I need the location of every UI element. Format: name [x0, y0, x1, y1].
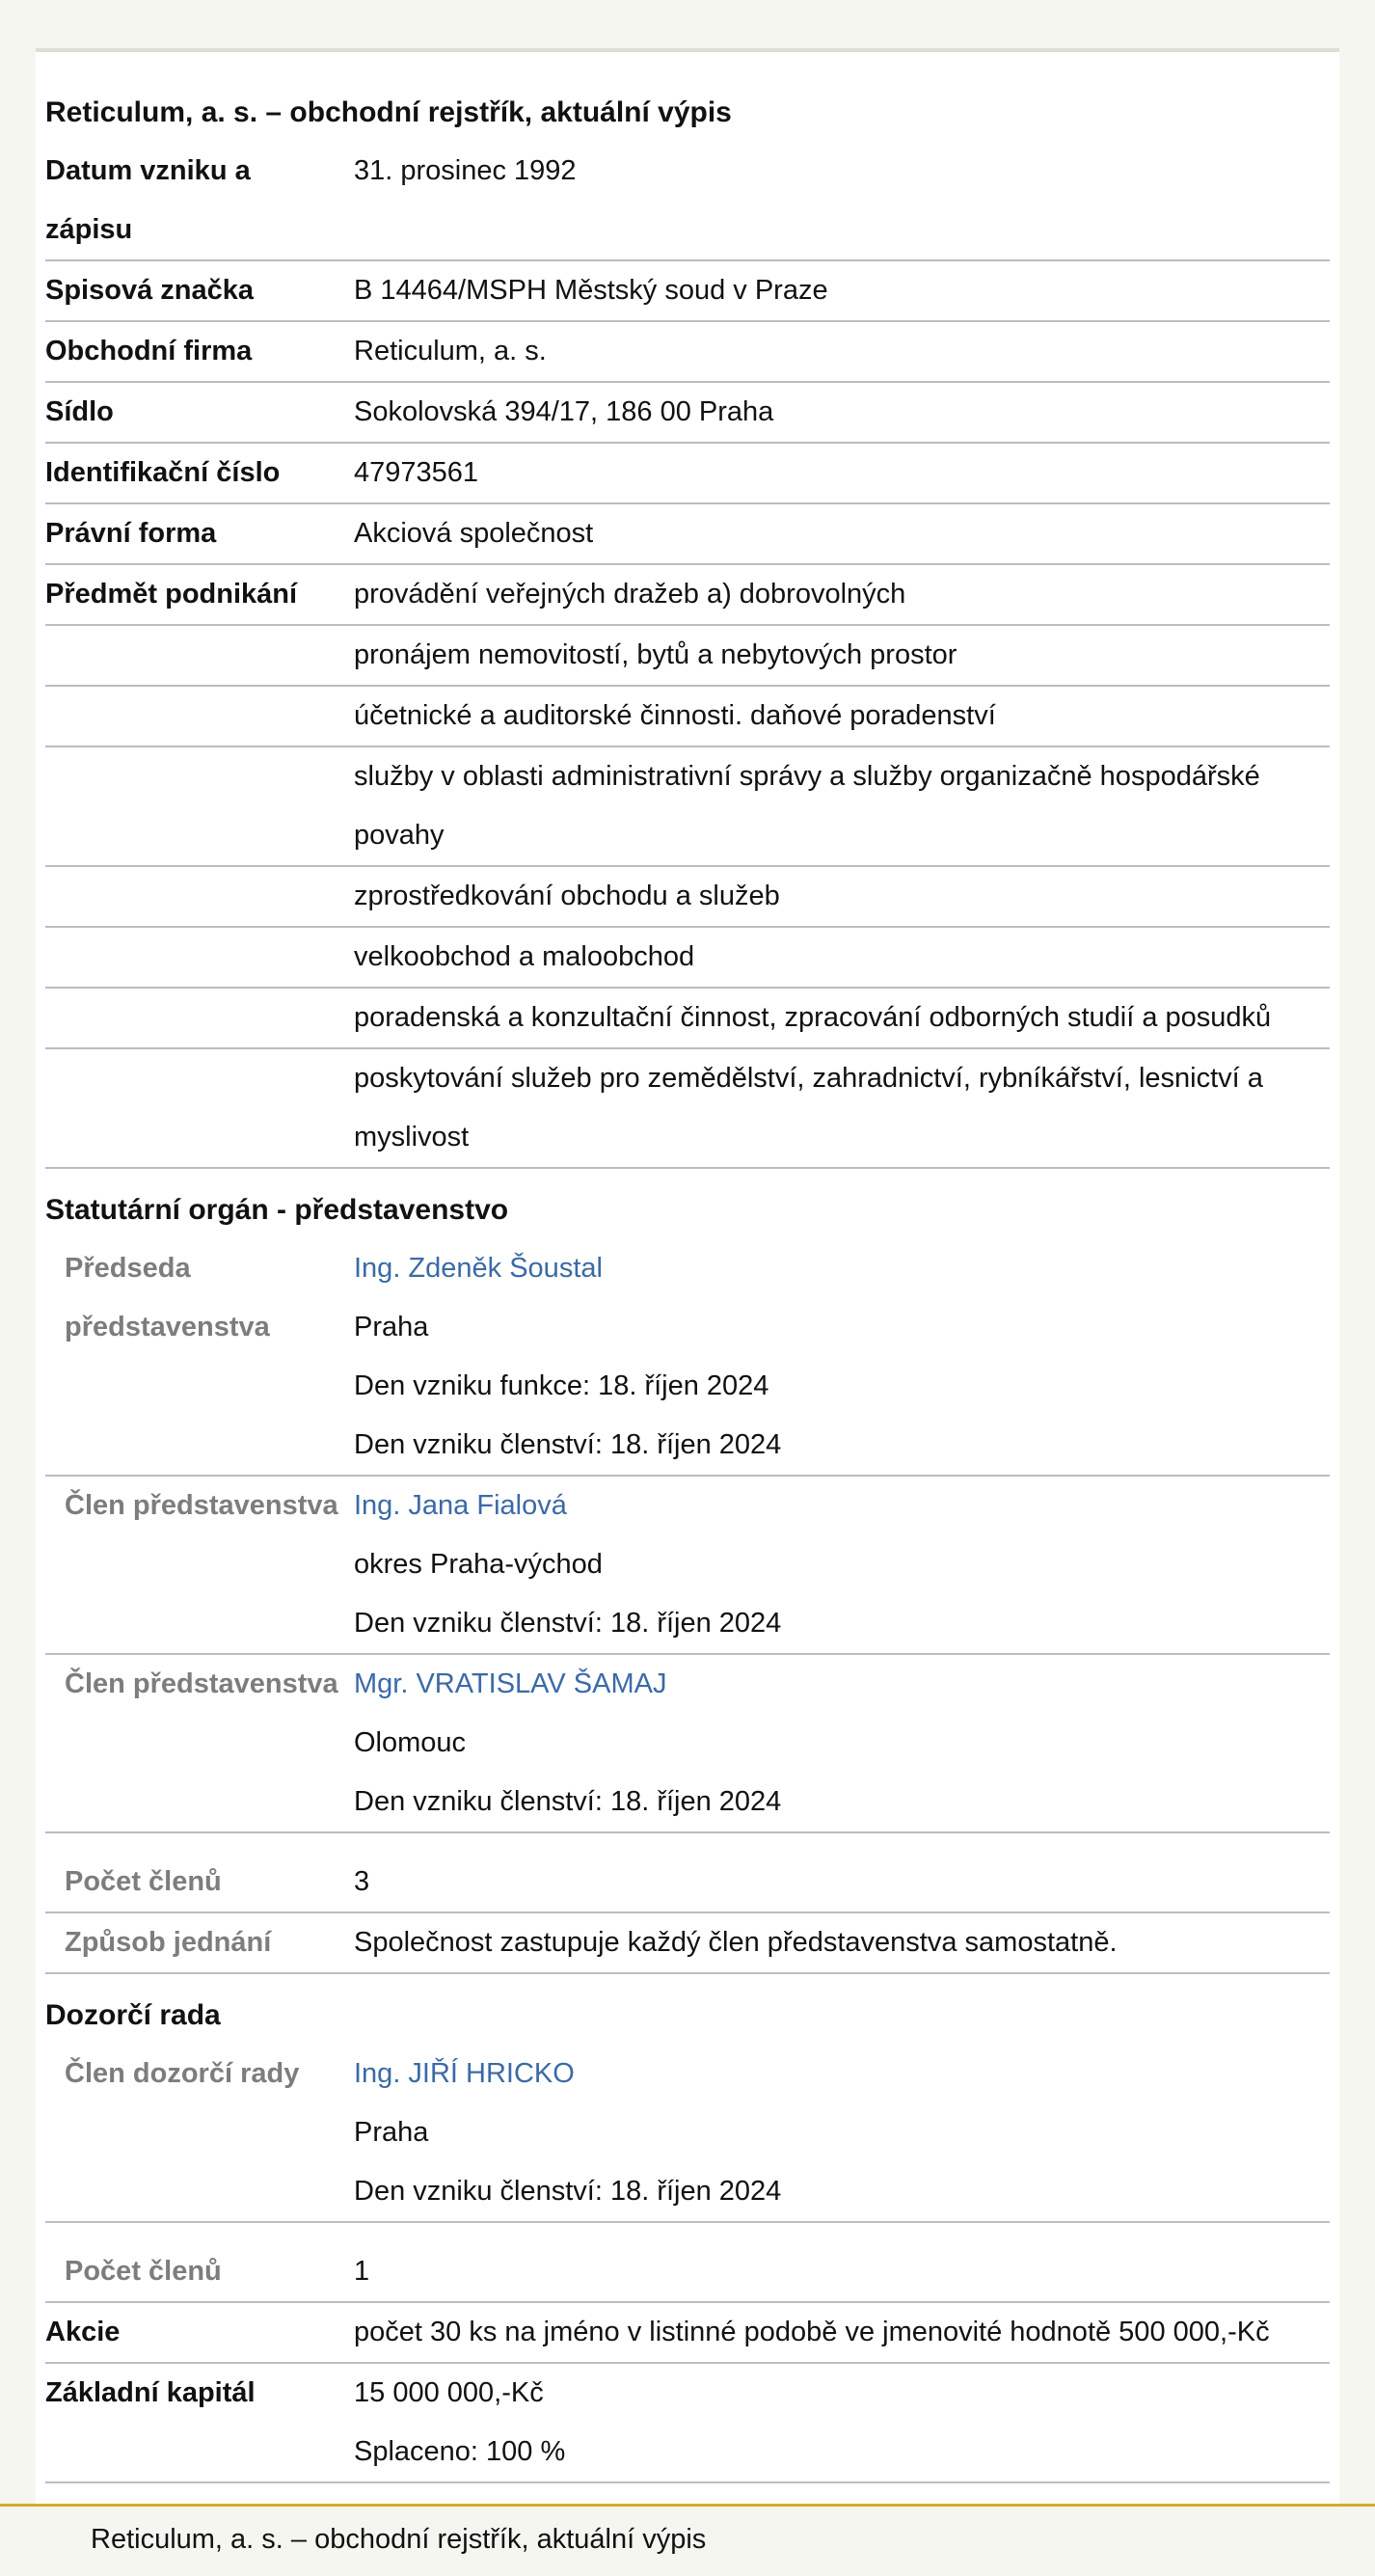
row-label: Obchodní firma	[45, 336, 253, 366]
paid-up-value: Splaceno: 100 %	[354, 2436, 566, 2467]
row-label	[45, 1239, 354, 1475]
activity-item: služby v oblasti administrativní správy a služby organizačně hospodářské povahy	[354, 761, 1260, 851]
label-line: Datum vzniku a	[45, 155, 251, 186]
row-value: 47973561	[354, 457, 479, 488]
person-link[interactable]: Ing. JIŘÍ HRICKO	[354, 2058, 575, 2089]
membership-date: Den vzniku členství: 18. říjen 2024	[354, 1429, 782, 1460]
activity-item: poradenská a konzultační činnost, zpracování odborných studií a posudků	[354, 1002, 1272, 1033]
activity-item: účetnické a auditorské činnosti. daňové poradenství	[354, 700, 996, 731]
row-value: 1	[354, 2256, 370, 2287]
row-clen-dozorci-rady	[45, 2045, 1330, 2223]
row-value: Akciová společnost	[354, 518, 594, 549]
row-zakladni-kapital	[45, 2364, 1330, 2483]
row-value: 31. prosinec 1992	[354, 155, 577, 186]
person-city: Praha	[354, 2117, 429, 2148]
row-label: Sídlo	[45, 396, 114, 427]
row-label: Počet členů	[65, 1866, 222, 1897]
row-label: Způsob jednání	[65, 1927, 272, 1958]
row-clen-predstavenstva	[45, 1477, 1330, 1655]
row-predmet-item	[45, 928, 1330, 989]
row-value: 15 000 000,-Kč	[354, 2377, 544, 2408]
page-title: Reticulum, a. s. – obchodní rejstřík, aktuální výpis	[45, 96, 732, 128]
row-label: Člen představenstva	[65, 1490, 338, 1521]
row-value: Reticulum, a. s.	[354, 336, 547, 366]
row-predmet-item	[45, 1049, 1330, 1169]
row-pravni-forma	[45, 504, 1330, 565]
function-date: Den vzniku funkce: 18. říjen 2024	[354, 1370, 769, 1401]
row-obchodni-firma	[45, 322, 1330, 383]
person-link[interactable]: Ing. Jana Fialová	[354, 1490, 567, 1521]
activity-item: zprostředkování obchodu a služeb	[354, 881, 780, 911]
row-label	[45, 142, 354, 259]
row-clen-predstavenstva	[45, 1655, 1330, 1833]
footer-title: Reticulum, a. s. – obchodní rejstřík, aktuální výpis	[91, 2524, 707, 2555]
row-value: Společnost zastupuje každý člen představenstva samostatně.	[354, 1927, 1118, 1958]
label-line: zápisu	[45, 214, 133, 245]
person-link[interactable]: Ing. Zdeněk Šoustal	[354, 1253, 603, 1284]
row-predseda	[45, 1239, 1330, 1477]
activity-item: poskytování služeb pro zemědělství, zahradnictví, rybníkářství, lesnictví a myslivost	[354, 1063, 1263, 1152]
document-page	[36, 48, 1339, 2508]
membership-date: Den vzniku členství: 18. říjen 2024	[354, 1608, 782, 1639]
person-city: Olomouc	[354, 1727, 467, 1758]
row-value: Sokolovská 394/17, 186 00 Praha	[354, 396, 774, 427]
row-akcie	[45, 2303, 1330, 2364]
row-predmet-item	[45, 687, 1330, 747]
row-spisova-znacka	[45, 261, 1330, 322]
row-pocet-clenu	[45, 1853, 1330, 1913]
row-label: Počet členů	[65, 2256, 222, 2287]
row-identifikacni-cislo	[45, 444, 1330, 504]
person-link[interactable]: Mgr. VRATISLAV ŠAMAJ	[354, 1668, 667, 1699]
row-predmet-item	[45, 989, 1330, 1049]
footer-bar	[0, 2504, 1375, 2576]
section-heading-dozorci: Dozorčí rada	[45, 1999, 221, 2031]
row-datum-vzniku	[45, 142, 1330, 261]
row-label: Spisová značka	[45, 275, 254, 306]
row-label: Předmět podnikání	[45, 579, 298, 610]
row-label: Člen představenstva	[65, 1668, 338, 1699]
row-label: Základní kapitál	[45, 2377, 256, 2408]
label-line: Předseda	[65, 1253, 191, 1284]
activity-item: provádění veřejných dražeb a) dobrovolných	[354, 579, 906, 610]
row-value: počet 30 ks na jméno v listinné podobě ve jmenovité hodnotě 500 000,-Kč	[354, 2317, 1270, 2347]
row-label: Právní forma	[45, 518, 217, 549]
row-value: 3	[354, 1866, 370, 1897]
row-label: Člen dozorčí rady	[65, 2058, 300, 2089]
row-sidlo	[45, 383, 1330, 444]
row-predmet-podnikani	[45, 565, 1330, 626]
register-extract	[36, 52, 1339, 2483]
label-line: představenstva	[65, 1312, 270, 1342]
row-pocet-clenu-dozorci	[45, 2242, 1330, 2303]
membership-date: Den vzniku členství: 18. říjen 2024	[354, 1786, 782, 1817]
section-heading-statutarni: Statutární orgán - představenstvo	[45, 1194, 509, 1226]
row-predmet-item	[45, 747, 1330, 867]
activity-item: pronájem nemovitostí, bytů a nebytových prostor	[354, 639, 957, 670]
row-predmet-item	[45, 626, 1330, 687]
person-city: okres Praha-východ	[354, 1549, 603, 1580]
person-city: Praha	[354, 1312, 429, 1342]
row-value: B 14464/MSPH Městský soud v Praze	[354, 275, 828, 306]
row-label: Identifikační číslo	[45, 457, 281, 488]
row-predmet-item	[45, 867, 1330, 928]
activity-item: velkoobchod a maloobchod	[354, 941, 695, 972]
membership-date: Den vzniku členství: 18. říjen 2024	[354, 2176, 782, 2207]
row-zpusob-jednani	[45, 1913, 1330, 1974]
row-label: Akcie	[45, 2317, 121, 2347]
